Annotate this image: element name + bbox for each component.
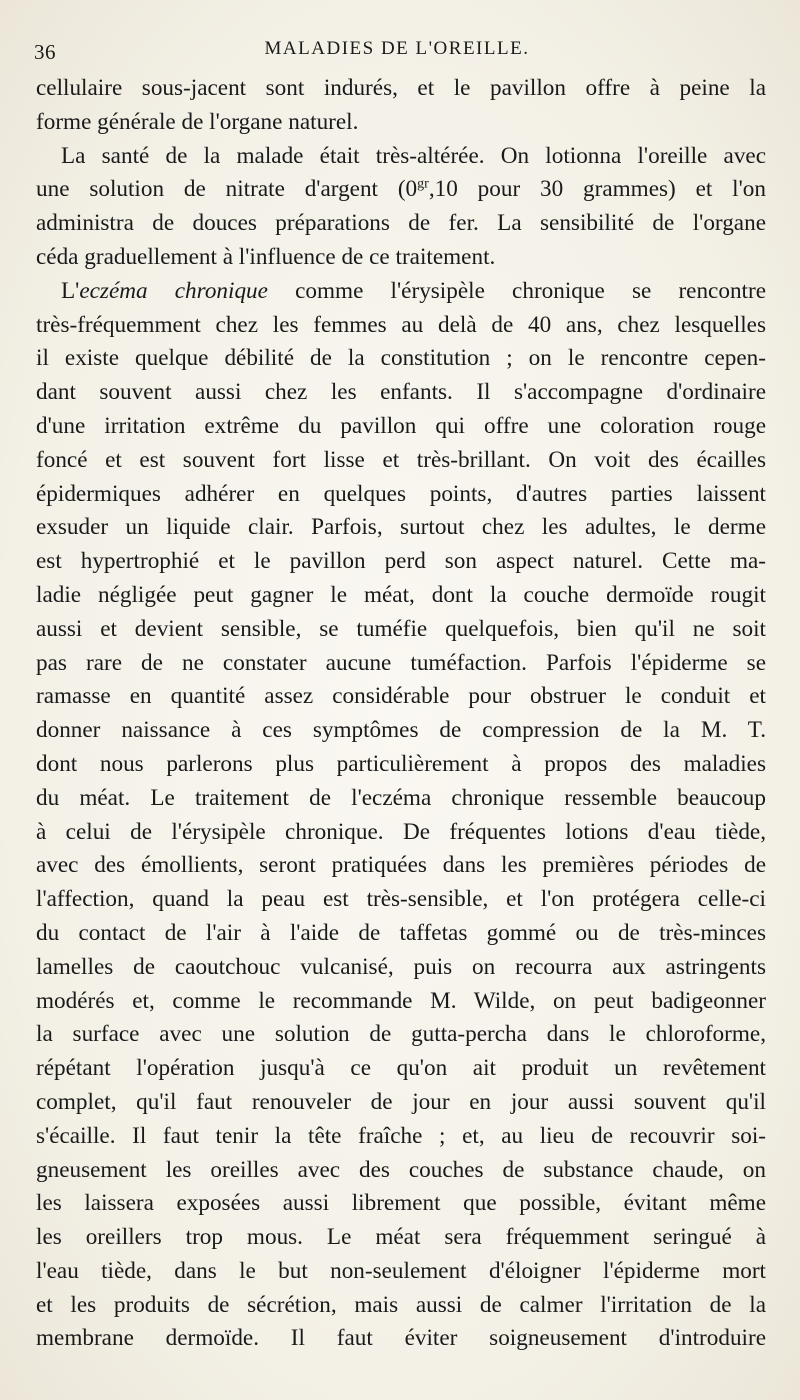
text-line: s'écaille. Il faut tenir la tête fraîche ; et, au lieu de recouvrir soi- [36, 1122, 766, 1149]
text-line: foncé et est souvent fort lisse et très-brillant. On voit des écailles [36, 446, 766, 473]
text-line: épidermiques adhérer en quelques points, d'autres parties laissent [36, 480, 766, 507]
text-line: à celui de l'érysipèle chronique. De fréquentes lotions d'eau tiède, [36, 818, 766, 845]
text-line: est hypertrophié et le pavillon perd son aspect naturel. Cette ma- [36, 548, 766, 575]
text-line: les laissera exposées aussi librement que possible, évitant même [36, 1190, 766, 1217]
text-line: lamelles de caoutchouc vulcanisé, puis on recourra aux astringents [36, 953, 766, 980]
running-title: MALADIES DE L'OREILLE. [264, 38, 530, 59]
text-line: complet, qu'il faut renouveler de jour en jour aussi souvent qu'il [36, 1088, 766, 1115]
text-segment: comme l'érysipèle chronique se rencontre [267, 277, 766, 304]
text-line [36, 173, 766, 207]
text-line: exsuder un liquide clair. Parfois, surtout chez les adultes, le derme [36, 514, 766, 541]
text-line: et les produits de sécrétion, mais aussi de calmer l'irritation de la [36, 1291, 766, 1318]
text-line: du contact de l'air à l'aide de taffetas gommé ou de très-minces [36, 919, 766, 946]
text-line: donner naissance à ces symptômes de compression de la M. T. [36, 717, 766, 744]
text-line: il existe quelque débilité de la constitution ; on le rencontre cepen- [36, 345, 766, 372]
text-line: administra de douces préparations de fer. La sensibilité de l'organe [36, 210, 766, 237]
text-segment: ,10 pour 30 grammes) et l'on [428, 176, 766, 203]
text-line: l'eau tiède, dans le but non-seulement d'éloigner l'épiderme mort [36, 1257, 766, 1284]
text-line: gneusement les oreilles avec des couches de substance chaude, on [36, 1156, 766, 1183]
body-text [36, 72, 766, 1356]
text-line: d'une irritation extrême du pavillon qui offre une coloration rouge [36, 412, 766, 439]
text-line: ramasse en quantité assez considérable pour obstruer le conduit et [36, 683, 766, 710]
text-line: ladie négligée peut gagner le méat, dont la couche dermoïde rougit [36, 581, 766, 608]
text-line: les oreillers trop mous. Le méat sera fréquemment seringué à [36, 1224, 766, 1251]
text-line: céda graduellement à l'influence de ce traitement. [36, 243, 496, 270]
superscript-unit: gr [417, 176, 429, 192]
text-segment: L' [61, 277, 80, 304]
text-line: modérés et, comme le recommande M. Wilde, on peut badigeonner [36, 987, 766, 1014]
text-line: du méat. Le traitement de l'eczéma chronique ressemble beaucoup [36, 784, 766, 811]
text-line: membrane dermoïde. Il faut éviter soigneusement d'introduire [36, 1325, 766, 1352]
page-header [34, 34, 760, 64]
text-line: La santé de la malade était très-altérée. On lotionna l'oreille avec [61, 142, 766, 169]
text-line: forme générale de l'organe naturel. [36, 108, 359, 135]
text-line: l'affection, quand la peau est très-sensible, et l'on protégera celle-ci [36, 886, 766, 913]
text-line: dont nous parlerons plus particulièrement à propos des maladies [36, 750, 766, 777]
text-line: cellulaire sous-jacent sont indurés, et le pavillon offre à peine la [36, 75, 766, 101]
text-line [36, 275, 766, 309]
text-line: très-fréquemment chez les femmes au delà de 40 ans, chez lesquelles [36, 311, 766, 338]
text-line: aussi et devient sensible, se tuméfie quelquefois, bien qu'il ne soit [36, 615, 766, 642]
text-segment: une solution de nitrate d'argent (0 [36, 176, 418, 203]
text-line: pas rare de ne constater aucune tuméfaction. Parfois l'épiderme se [36, 649, 766, 676]
text-line: avec des émollients, seront pratiquées dans les premières périodes de [36, 852, 766, 879]
text-line: répétant l'opération jusqu'à ce qu'on ait produit un revêtement [36, 1055, 766, 1082]
text-line: la surface avec une solution de gutta-percha dans le chloroforme, [36, 1021, 766, 1048]
text-line: dant souvent aussi chez les enfants. Il s'accompagne d'ordinaire [36, 379, 766, 406]
page-number: 36 [34, 40, 56, 64]
italic-term: eczéma chronique [79, 277, 268, 304]
